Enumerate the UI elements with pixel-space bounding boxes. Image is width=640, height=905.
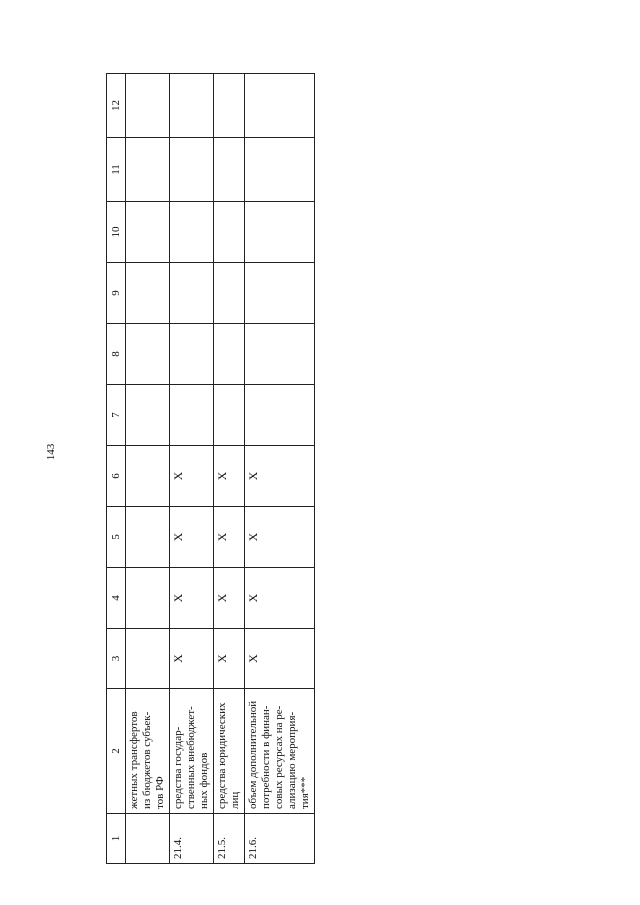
cell-col-6: X [170,446,214,507]
row-description-line: тов РФ [154,776,166,809]
row-description-line: из бюджетов субъек- [141,711,153,809]
cell-col-12 [170,74,214,138]
header-cell-5: 5 [107,507,126,568]
cell-col-11 [214,138,245,202]
row-description-line: совых ресурсах на ре- [273,705,285,809]
header-cell-2: 2 [107,689,126,814]
header-cell-11: 11 [107,138,126,202]
rotated-table-container [106,74,311,864]
header-cell-1: 1 [107,814,126,864]
cell-col-7 [214,385,245,446]
cell-col-4: X [170,568,214,629]
cell-col-7 [170,385,214,446]
cell-col-3: X [170,629,214,689]
cell-col-10 [170,202,214,263]
cell-col-9 [170,263,214,324]
cell-col-3 [126,629,170,689]
row-description-line: ализацию мероприя- [286,711,298,809]
row-description-line: тия*** [299,776,311,809]
row-number: 21.5. [214,814,245,864]
header-cell-4: 4 [107,568,126,629]
cell-col-4: X [245,568,315,629]
header-cell-3: 3 [107,629,126,689]
header-row [107,74,126,864]
cell-col-5: X [245,507,315,568]
header-cell-9: 9 [107,263,126,324]
cell-col-12 [126,74,170,138]
cell-col-12 [245,74,315,138]
cell-col-8 [214,324,245,385]
cell-col-11 [126,138,170,202]
cell-col-11 [245,138,315,202]
row-number: 21.6. [245,814,315,864]
cell-col-8 [170,324,214,385]
row-description-line: потребности в финан- [260,705,272,809]
cell-col-6 [126,446,170,507]
cell-col-8 [126,324,170,385]
data-table [106,73,315,864]
row-description-line: лиц [229,791,241,809]
row-number [126,814,170,864]
cell-col-7 [245,385,315,446]
row-description-line: жетных трансфертов [128,711,140,809]
row-description-line: объем дополнительной [247,700,259,809]
cell-col-9 [126,263,170,324]
row-description [126,689,170,814]
row-description-line: средства юридических [216,702,228,809]
table-row [170,74,214,864]
cell-col-10 [245,202,315,263]
header-cell-7: 7 [107,385,126,446]
cell-col-7 [126,385,170,446]
page-number: 143 [45,443,57,461]
cell-col-11 [170,138,214,202]
cell-col-8 [245,324,315,385]
cell-col-4 [126,568,170,629]
cell-col-3: X [245,629,315,689]
table-row [126,74,170,864]
cell-col-3: X [214,629,245,689]
table-row [245,74,315,864]
row-description [170,689,214,814]
row-description [245,689,315,814]
cell-col-10 [214,202,245,263]
cell-col-6: X [214,446,245,507]
header-cell-10: 10 [107,202,126,263]
row-number: 21.4. [170,814,214,864]
cell-col-5: X [170,507,214,568]
cell-col-12 [214,74,245,138]
cell-col-5 [126,507,170,568]
row-description-line: ных фондов [198,752,210,809]
row-description [214,689,245,814]
cell-col-6: X [245,446,315,507]
cell-col-5: X [214,507,245,568]
row-description-line: ственных внебюджет- [185,706,197,809]
table-row [214,74,245,864]
header-cell-12: 12 [107,74,126,138]
row-description-line: средства государ- [172,726,184,809]
cell-col-9 [214,263,245,324]
cell-col-4: X [214,568,245,629]
header-cell-6: 6 [107,446,126,507]
cell-col-10 [126,202,170,263]
header-cell-8: 8 [107,324,126,385]
cell-col-9 [245,263,315,324]
